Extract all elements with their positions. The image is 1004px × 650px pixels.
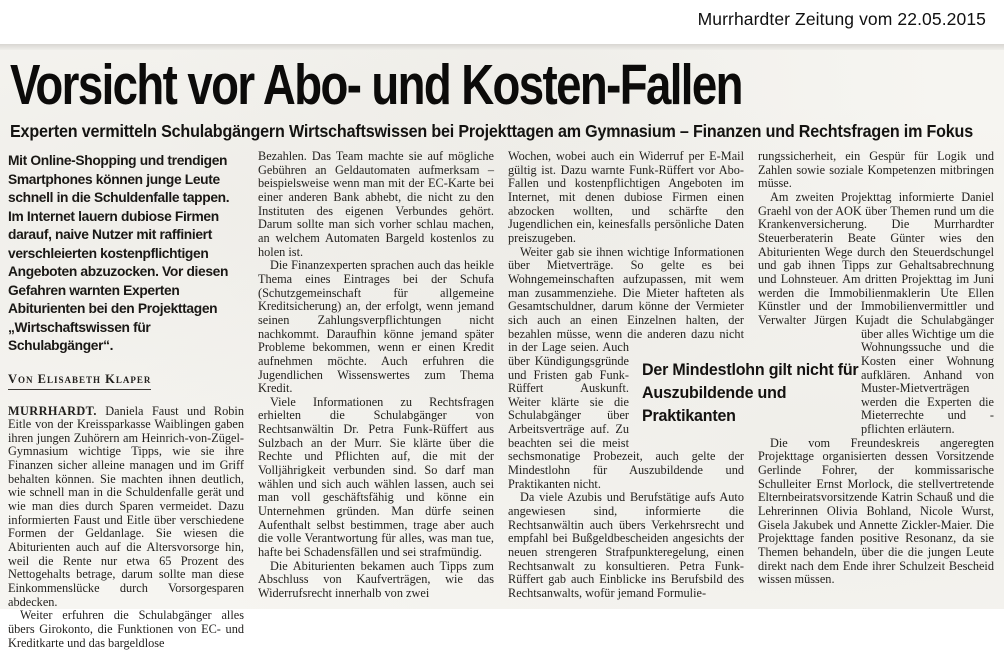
body-paragraph: rungssicherheit, ein Gespür für Logik und Zahlen sowie soziale Kompetenzen mitbringen müsse. bbox=[758, 149, 994, 191]
paragraph-text: Weiter gab sie ihnen wichtige Informationen über Mietverträge. So gelte es bei Wohngemeinschaften aufzupassen, mit wem man zusammenziehe. Die Mieter hafteten als Gesamtschuldner, darum könne der Vermieter sich auch an einen Einzelnen halten, der bezahlen müsse, wenn die anderen dazu nicht in der Lage bbox=[508, 244, 744, 355]
pull-quote-line: Der Mindestlohn gilt nicht für bbox=[642, 361, 859, 379]
body-paragraph: Da viele Azubis und Berufstätige aufs Auto angewiesen sind, informierte die Rechtsanwältin auch übers Verkehrsrecht und empfahl bei Bußgeldbescheiden angesichts der neuen strengeren Strafpunkteregelung, einen Rechtsanwalt zu konsultieren. Petra Funk-Rüffert gab auch Einblicke ins Berufsbild des Rechtsanwalts, wofür jemand Formulie- bbox=[508, 490, 744, 600]
article-headline: Vorsicht vor Abo- und Kosten-Fallen bbox=[10, 53, 742, 117]
article-body bbox=[8, 150, 996, 650]
column-2 bbox=[258, 150, 494, 650]
body-paragraph: Bezahlen. Das Team machte sie auf mögliche Gebühren an Geldautomaten aufmerksam – beispielsweise wenn man mit der EC-Karte bei einer anderen Bank abhebt, die nicht zu den Instituten des eigenen Verbundes gehört. Darum sollte man sich vorher schlau machen, an welchem Automaten Bargeld kostenlos zu holen ist. bbox=[258, 149, 494, 259]
body-paragraph: Die Abiturienten bekamen auch Tipps zum Abschluss von Kaufverträgen, wie das Widerrufsrecht innerhalb von zwei bbox=[258, 558, 494, 600]
masthead: Murrhardter Zeitung vom 22.05.2015 bbox=[697, 9, 986, 29]
body-paragraph: Weiter erfuhren die Schulabgänger alles übers Girokonto, die Funktionen von EC- und Kreditkarte und das bargeldlose bbox=[8, 608, 244, 650]
body-paragraph: Wochen, wobei auch ein Widerruf per E-Mail gültig ist. Dazu warnte Funk-Rüffert vor Abo-Fallen und kostenpflichtigen Angeboten im Internet, mit denen dubiose Firmen einen abzocken wollten, und schärfte den Jugendlichen ein, keinesfalls persönliche Daten preiszugeben. bbox=[508, 149, 744, 245]
pull-quote-line: Auszubildende und Praktikanten bbox=[642, 384, 787, 425]
scan-top-edge bbox=[0, 44, 1004, 50]
paragraph-text: die Wohnungssuche und die Kosten einer Wohnung aufklären. Anhand von Muster-Mietverträgen werden die Experten die Mieterrechte und -pflichten erläutern. bbox=[861, 326, 994, 437]
body-paragraph: Viele Informationen zu Rechtsfragen erhielten die Schulabgänger von Rechtsanwältin Dr. Petra Funk-Rüffert aus Sulzbach an der Murr. Sie klärte über die Rechte und Pflichten auf, die mit der Volljährigkeit verbunden sind. So darf man wählen und sich auch wählen lassen, auch sei man voll geschäftsfähig und könne ein Unternehmen gründen. Man dürfe seinen Aufenthalt selbst bestimmen, trage aber auch die volle Verantwortung für alles, was man tue, hafte bei Schadensfällen und sei strafmündig. bbox=[258, 394, 494, 560]
body-paragraph: Die vom Freundeskreis angeregten Projekttage organisierten dessen Vorsitzende Gerlinde Fohrer, der kommissarische Schulleiter Ernst Morlock, die stellvertretende Elternbeiratsvorsitzende Katrin Schauß und die Lehrerinnen Olivia Bohland, Nicole Wurst, Gisela Jakubek und Annette Zickler-Maier. Die Projekttage fanden positive Resonanz, da sie Themen behandeln, über die die jungen Leute direkt nach dem Ende ihrer Schulzeit Bescheid wissen müssen. bbox=[758, 435, 994, 587]
paragraph-text: Daniela Faust und Robin Eitle von der Kreissparkasse Waiblingen gaben ihren jungen Zuhörern am Heinrich-von-Zügel-Gymnasium wichtige Tipps, wie sie ihre Finanzen sicher alleine managen und im Griff behalten können. Sie machten ihnen deutlich, wie schnell man in die Schuldenfalle gerät und wie man dies durch Sparen vermeidet. Dazu informierten Faust und Eitle über verschiedene Formen der Geldanlage. Sie wiesen die Abiturienten auch auf die Altersvorsorge hin, weil die Rente nur etwa 65 Prozent des Nettogehalts betrage, darum sollte man diese Einkommenslücke durch Vorsorgesparen abdecken. bbox=[8, 403, 244, 609]
byline: Von Elisabeth Klaper bbox=[8, 372, 151, 390]
dateline: MURRHARDT. bbox=[8, 403, 97, 418]
pull-quote bbox=[642, 359, 881, 428]
article-subheadline: Experten vermitteln Schulabgängern Wirtschaftswissen bei Projekttagen am Gymnasium – Finanzen und Rechtsfragen im Fokus bbox=[10, 121, 973, 141]
column-1 bbox=[8, 150, 244, 650]
lead-paragraph: Mit Online-Shopping und trendigen Smartphones können junge Leute schnell in die Schuldenfalle tappen. Im Internet lauern dubiose Firmen darauf, naive Nutzer mit raffiniert verschleierten kostenpflichtigen Angeboten abzuzocken. Vor diesen Gefahren warnten Experten Abiturienten bei den Projekttagen „Wirtschaftswissen für Schulabgänger“. bbox=[8, 153, 230, 353]
body-paragraph: Die Finanzexperten sprachen auch das heikle Thema eines Eintrages bei der Schufa (Schutzgemeinschaft für allgemeine Kreditsicherung) an, der erfolgt, wenn jemand seinen Zahlungsverpflichtungen nicht nachkommt. Daraufhin könne jemand später Probleme bekommen, wenn er einen Kredit aufnehmen möchte. Auch erfuhren die Jugendlichen Wissenswertes zum Thema Kredit. bbox=[258, 258, 494, 396]
body-paragraph bbox=[8, 405, 244, 610]
paragraph-text: seien. Auch über Kündigungsgründe und Fristen gab Funk-Rüffert Auskunft. Weiter klärte sie die Schulabgänger über Arbeitsverträge auf. Zu beachten sei die meist sechsmonatige Probezeit, auch gelte der Mindestlohn für Auszubildende und Praktikanten nicht. bbox=[508, 340, 744, 491]
paragraph-text: Am zweiten Projekttag informierte Daniel Graehl von der AOK über Themen rund um die Krankenversicherung. Die Murrhardter Steuerberaterin Beate Günter wies den Abiturienten Wege durch den Steuerdschungel und gab ihnen Tipps zur Gehaltsabrechnung und Lohnsteuer. Am dritten Projekttag im Juni werden die Immobilienmaklerin Ute Ellen Künstler und der Immobilienvermittler und Verwalter Jürgen Kujadt die Schulabgänger über alles Wichtige um bbox=[758, 189, 994, 341]
